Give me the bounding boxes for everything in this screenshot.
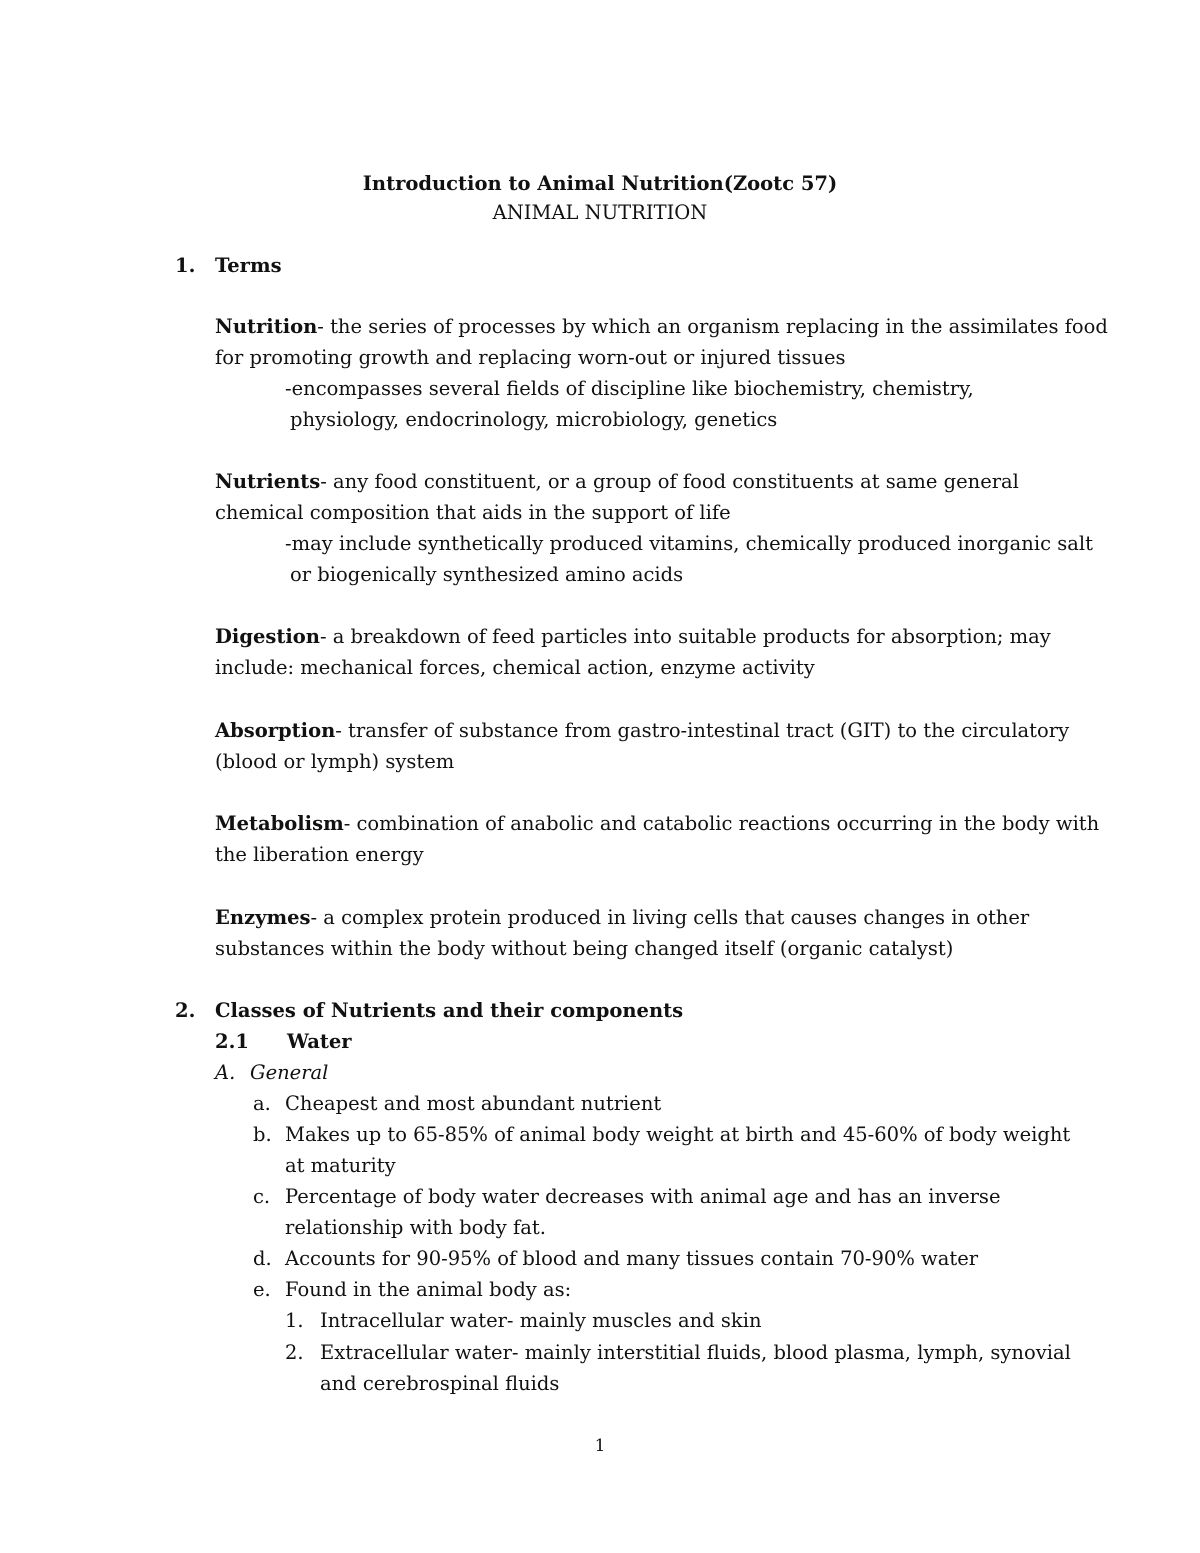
term-definition-continued: the liberation energy <box>215 843 424 866</box>
term-label: Absorption <box>215 719 336 742</box>
term-definition-continued: chemical composition that aids in the support of life <box>215 501 731 524</box>
term-note: -encompasses several fields of discipline like biochemistry, chemistry, <box>285 377 974 400</box>
term-nutrients <box>215 470 1019 494</box>
term-note-continued: physiology, endocrinology, microbiology, genetics <box>290 408 778 431</box>
term-digestion <box>215 625 1051 649</box>
term-definition: - a breakdown of feed particles into suitable products for absorption; may <box>319 625 1051 648</box>
list-item: Accounts for 90-95% of blood and many tissues contain 70-90% water <box>285 1247 979 1270</box>
list-item: Percentage of body water decreases with animal age and has an inverse <box>285 1185 1001 1208</box>
subsection-heading: Water <box>287 1030 352 1053</box>
list-marker: e. <box>253 1278 271 1301</box>
sub-list-item: Extracellular water- mainly interstitial fluids, blood plasma, lymph, synovial <box>320 1341 1071 1364</box>
list-item: Makes up to 65-85% of animal body weight at birth and 45-60% of body weight <box>285 1123 1071 1146</box>
term-definition: - transfer of substance from gastro-intestinal tract (GIT) to the circulatory <box>335 719 1070 742</box>
document-subtitle: ANIMAL NUTRITION <box>492 201 708 224</box>
list-item-continued: at maturity <box>285 1154 396 1177</box>
term-label: Enzymes <box>215 906 311 929</box>
subsection-number: 2.1 <box>215 1030 249 1053</box>
section-2-heading: Classes of Nutrients and their components <box>215 999 684 1022</box>
term-label: Nutrients <box>215 470 321 493</box>
term-label: Nutrition <box>215 315 318 338</box>
sub-list-item-continued: and cerebrospinal fluids <box>320 1372 560 1395</box>
part-title: General <box>250 1061 329 1084</box>
document-title: Introduction to Animal Nutrition(Zootc 57) <box>362 172 838 195</box>
term-definition: - a complex protein produced in living cells that causes changes in other <box>310 906 1030 929</box>
list-marker: a. <box>253 1092 271 1115</box>
sub-list-marker: 1. <box>285 1309 304 1332</box>
term-label: Metabolism <box>215 812 344 835</box>
term-metabolism <box>215 812 1099 836</box>
term-note-continued: or biogenically synthesized amino acids <box>290 563 684 586</box>
section-2-number: 2. <box>175 999 196 1022</box>
list-item: Found in the animal body as: <box>285 1278 572 1301</box>
sub-list-item: Intracellular water- mainly muscles and skin <box>320 1309 762 1332</box>
list-marker: c. <box>253 1185 271 1208</box>
term-definition: - the series of processes by which an organism replacing in the assimilates food <box>317 315 1108 338</box>
term-definition: - combination of anabolic and catabolic reactions occurring in the body with <box>343 812 1100 835</box>
list-item-continued: relationship with body fat. <box>285 1216 546 1239</box>
list-marker: b. <box>253 1123 272 1146</box>
section-1-number: 1. <box>175 254 196 277</box>
term-definition-continued: substances within the body without being changed itself (organic catalyst) <box>215 937 954 960</box>
term-definition-continued: (blood or lymph) system <box>215 750 455 773</box>
term-note: -may include synthetically produced vitamins, chemically produced inorganic salt <box>285 532 1093 555</box>
term-definition-continued: for promoting growth and replacing worn-out or injured tissues <box>215 346 846 369</box>
term-absorption <box>215 719 1069 743</box>
list-marker: d. <box>253 1247 272 1270</box>
term-nutrition <box>215 315 1108 339</box>
part-letter: A. <box>215 1061 236 1084</box>
sub-list-marker: 2. <box>285 1341 304 1364</box>
page-number: 1 <box>594 1436 606 1456</box>
term-definition: - any food constituent, or a group of food constituents at same general <box>320 470 1019 493</box>
term-definition-continued: include: mechanical forces, chemical action, enzyme activity <box>215 656 815 679</box>
term-label: Digestion <box>215 625 320 648</box>
section-1-heading: Terms <box>215 254 282 277</box>
term-enzymes <box>215 906 1029 930</box>
list-item: Cheapest and most abundant nutrient <box>285 1092 662 1115</box>
